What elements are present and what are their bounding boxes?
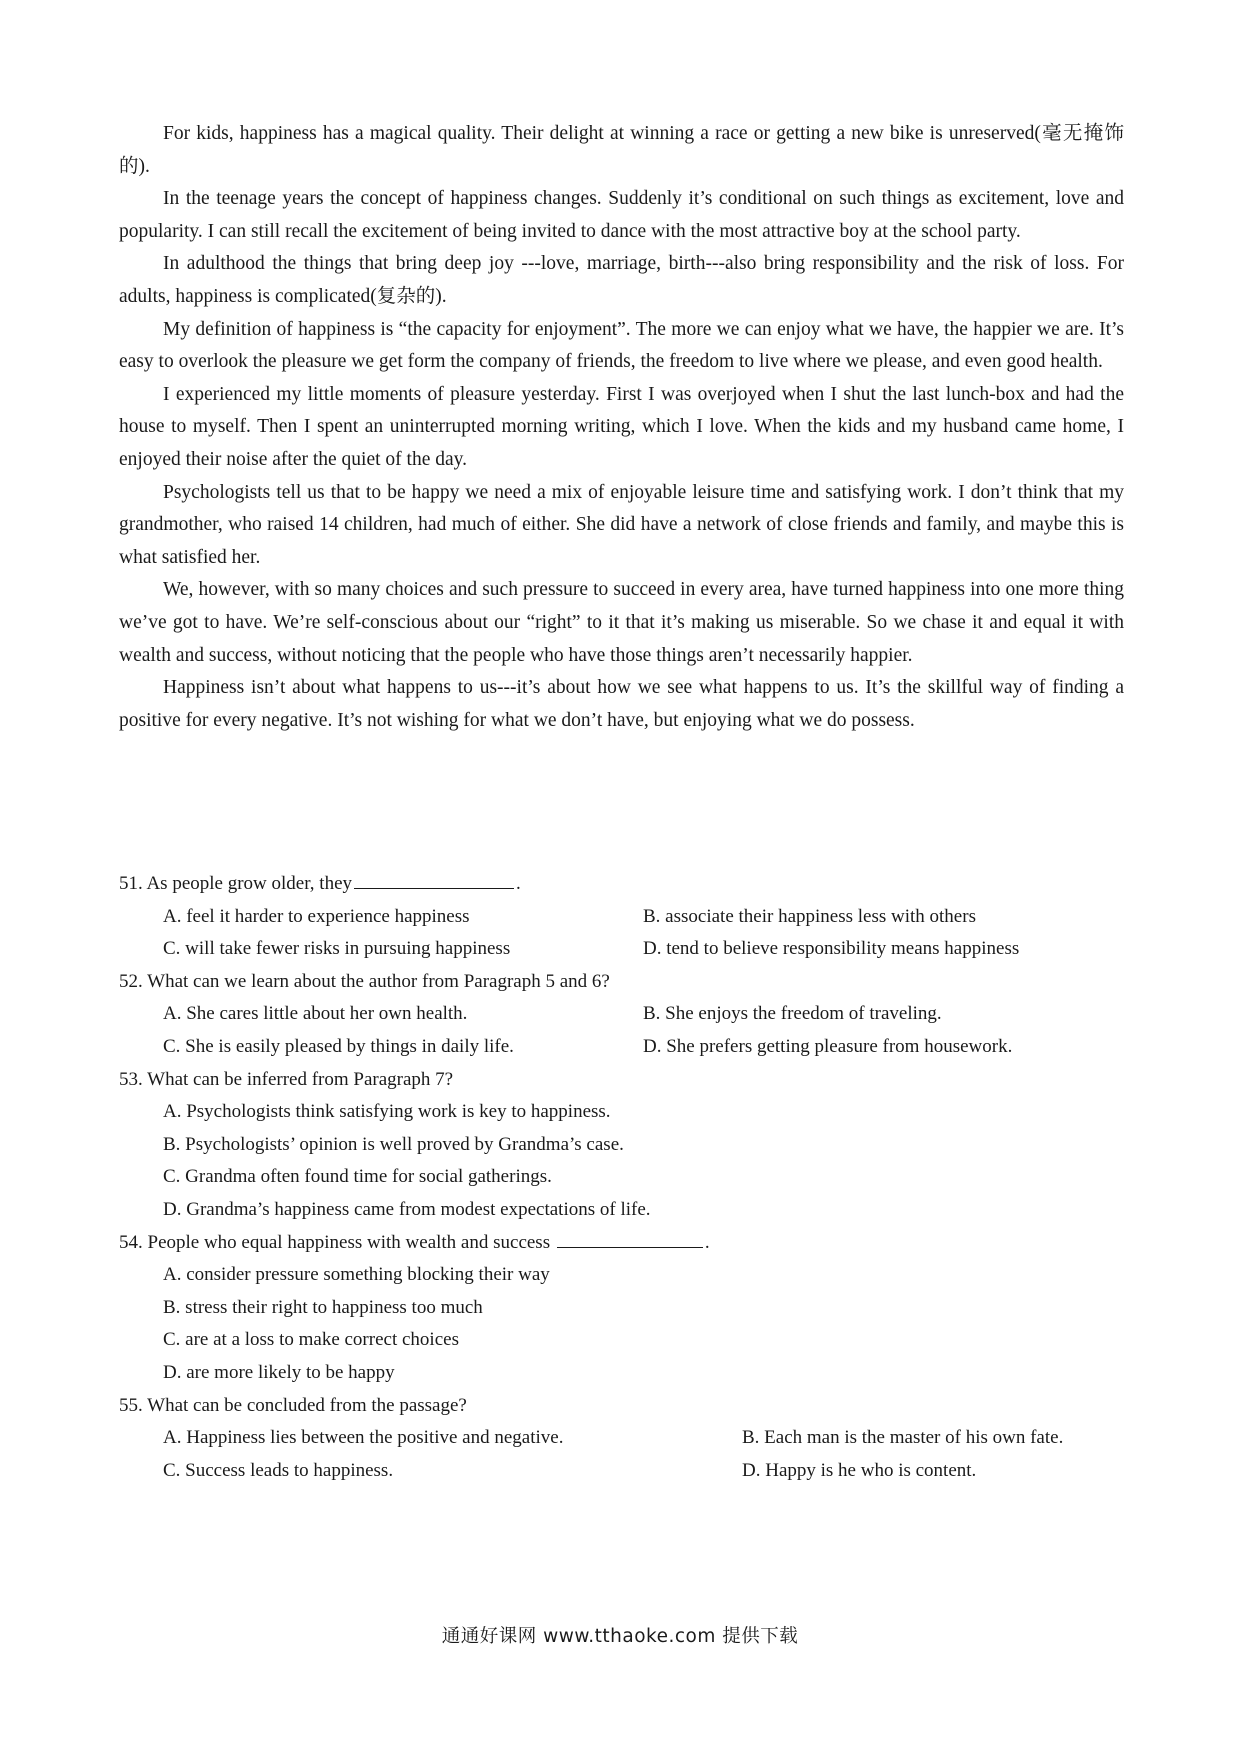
option-d: D. Happy is he who is content.	[742, 1459, 977, 1481]
option-c: C. Success leads to happiness.	[163, 1459, 394, 1481]
option-a: A. Psychologists think satisfying work is key to happiness.	[163, 1101, 611, 1123]
option-b: B. Psychologists’ opinion is well proved by Grandma’s case.	[163, 1133, 624, 1155]
question-53	[119, 1064, 1124, 1227]
paragraph-6: Psychologists tell us that to be happy we need a mix of enjoyable leisure time and satisfying work. I don’t think that my grandmother, who raised 14 children, had much of either. She did have a network of close friends and family, and maybe this is what satisfied her.	[119, 481, 1124, 568]
option-d: D. She prefers getting pleasure from housework.	[643, 1035, 1013, 1057]
question-stem-end: .	[516, 873, 521, 894]
answer-blank	[354, 868, 514, 889]
option-a: A. Happiness lies between the positive and negative.	[163, 1427, 564, 1449]
question-stem: 53. What can be inferred from Paragraph 7?	[119, 1068, 454, 1090]
paragraph-5: I experienced my little moments of pleasure yesterday. First I was overjoyed when I shut the last lunch-box and had the house to myself. Then I spent an uninterrupted morning writing, which I love. When the kids and my husband came home, I enjoyed their noise after the quiet of the day.	[119, 383, 1124, 470]
page-footer: 通通好课网 www.tthaoke.com 提供下载	[441, 1626, 799, 1647]
paragraph-7: We, however, with so many choices and such pressure to succeed in every area, have turned happiness into one more thing we’ve got to have. We’re self-conscious about our “right” to it that it’s making us miserable. So we chase it and equal it with wealth and success, without noticing that the people who have those things aren’t necessarily happier.	[119, 579, 1124, 666]
question-stem	[119, 868, 1124, 901]
question-stem: 55. What can be concluded from the passage?	[119, 1394, 467, 1416]
option-a: A. feel it harder to experience happiness	[163, 905, 470, 927]
question-stem-text: 54. People who equal happiness with wealth and success	[119, 1231, 551, 1253]
option-b: B. Each man is the master of his own fate.	[742, 1427, 1064, 1449]
question-stem: 52. What can we learn about the author from Paragraph 5 and 6?	[119, 970, 610, 992]
question-stem-text: 51. As people grow older, they	[119, 873, 353, 894]
option-d: D. are more likely to be happy	[163, 1361, 395, 1383]
option-d: D. tend to believe responsibility means happiness	[643, 938, 1020, 960]
question-51	[119, 868, 1124, 966]
option-c: C. She is easily pleased by things in daily life.	[163, 1035, 514, 1057]
option-list	[119, 998, 1124, 1063]
question-stem	[119, 1227, 1124, 1260]
question-52	[119, 966, 1124, 1064]
question-list	[119, 868, 1124, 1487]
option-b: B. stress their right to happiness too much	[163, 1296, 483, 1318]
option-b: B. associate their happiness less with others	[643, 905, 976, 927]
option-c: C. are at a loss to make correct choices	[163, 1329, 459, 1351]
paragraph-8: Happiness isn’t about what happens to us---it’s about how we see what happens to us. It’s the skillful way of finding a positive for every negative. It’s not wishing for what we don’t have, but enjoying what we do possess.	[119, 677, 1124, 731]
option-list	[119, 901, 1124, 966]
reading-passage	[119, 118, 1124, 737]
paragraph-3: In adulthood the things that bring deep joy ---love, marriage, birth---also bring responsibility and the risk of loss. For adults, happiness is complicated(复杂的).	[119, 253, 1124, 307]
question-55	[119, 1390, 1124, 1488]
option-list	[119, 1259, 1124, 1389]
paragraph-1: For kids, happiness has a magical quality. Their delight at winning a race or getting a new bike is unreserved(毫无掩饰的).	[119, 123, 1124, 177]
option-d: D. Grandma’s happiness came from modest expectations of life.	[163, 1198, 651, 1220]
option-b: B. She enjoys the freedom of traveling.	[643, 1003, 942, 1025]
option-c: C. will take fewer risks in pursuing happiness	[163, 938, 511, 960]
option-list	[119, 1096, 1124, 1226]
option-a: A. consider pressure something blocking their way	[163, 1264, 550, 1286]
answer-blank	[557, 1227, 703, 1248]
option-c: C. Grandma often found time for social gatherings.	[163, 1166, 552, 1188]
option-list	[119, 1422, 1124, 1487]
paragraph-4: My definition of happiness is “the capacity for enjoyment”. The more we can enjoy what we have, the happier we are. It’s easy to overlook the pleasure we get form the company of friends, the freedom to live where we please, and even good health.	[119, 318, 1124, 373]
question-stem-end: .	[704, 1231, 710, 1253]
paragraph-2: In the teenage years the concept of happiness changes. Suddenly it’s conditional on such things as excitement, love and popularity. I can still recall the excitement of being invited to dance with the most attractive boy at the school party.	[119, 188, 1124, 242]
option-a: A. She cares little about her own health.	[163, 1003, 468, 1025]
question-54	[119, 1227, 1124, 1390]
